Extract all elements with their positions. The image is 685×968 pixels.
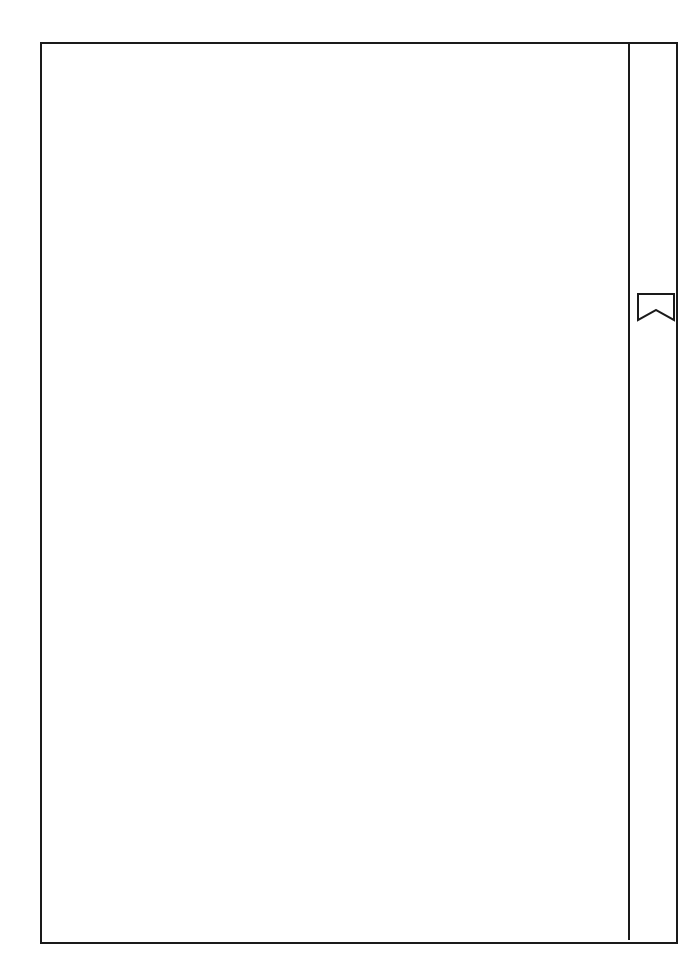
fishtail-mark <box>636 290 676 324</box>
page-border <box>40 42 678 944</box>
margin-divider <box>628 42 630 940</box>
